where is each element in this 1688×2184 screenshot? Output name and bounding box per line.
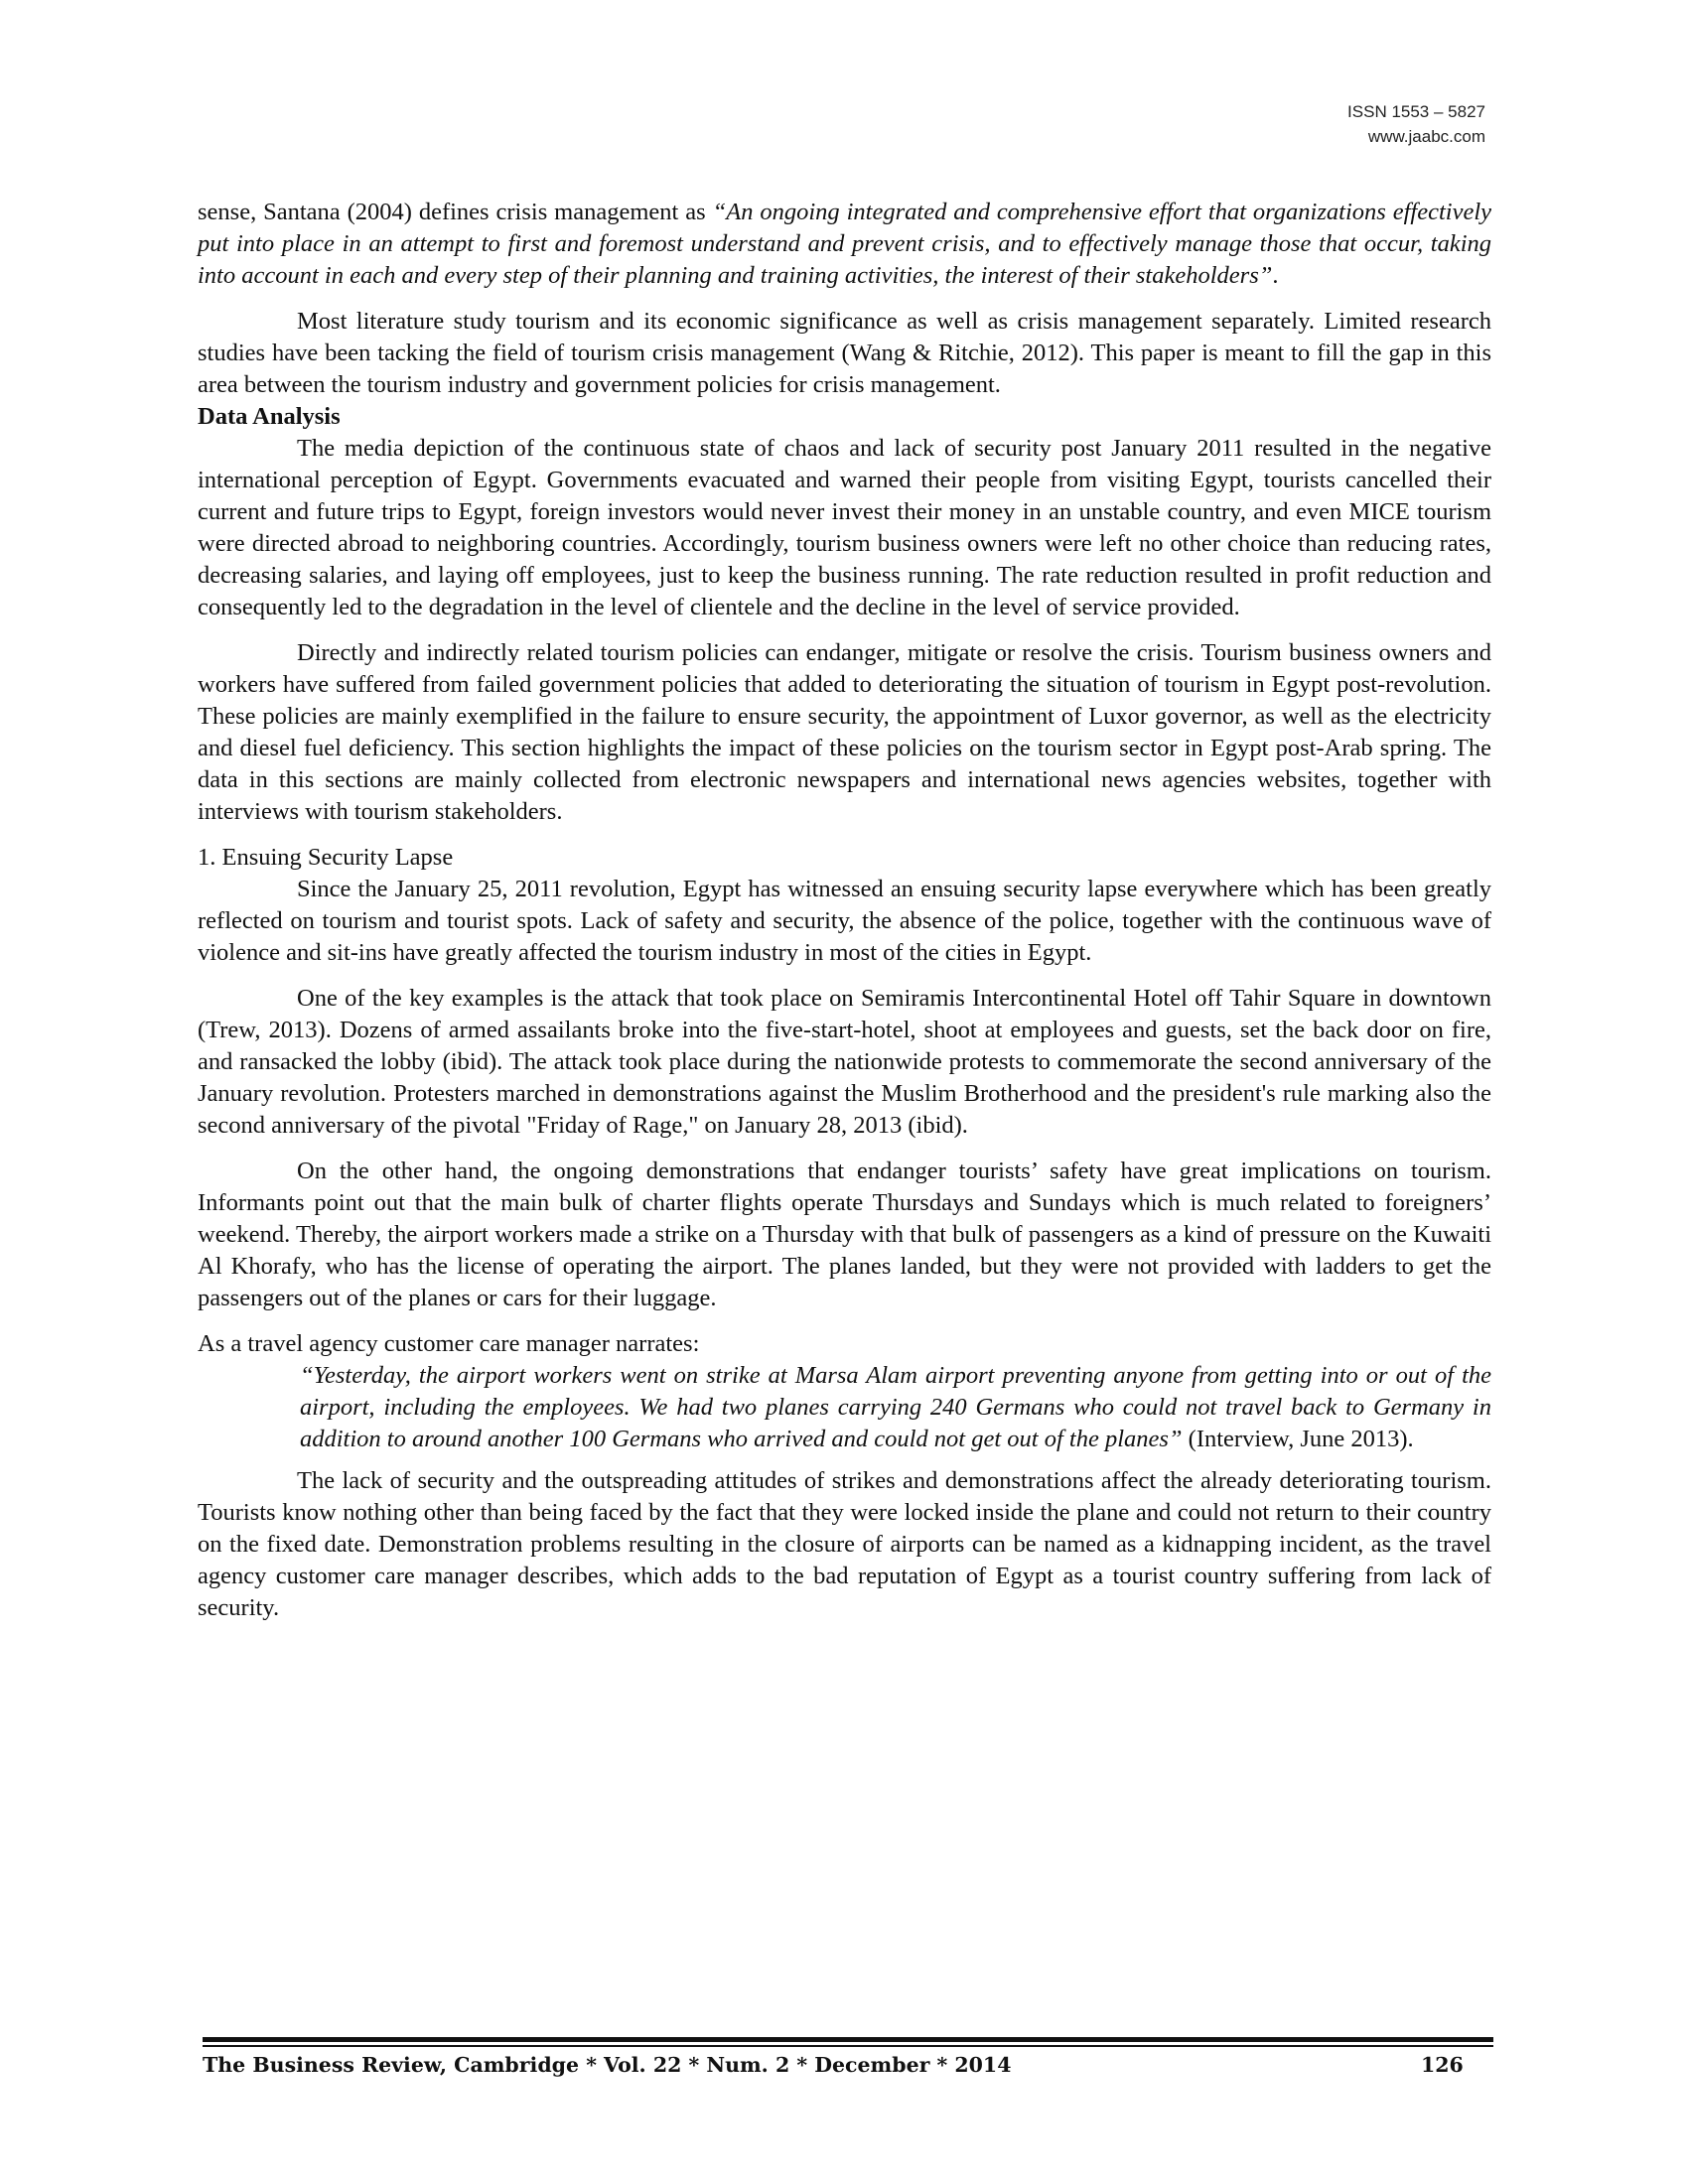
paragraph-security-consequences: The lack of security and the outspreading attitudes of strikes and demonstrations affect the already deteriorating tourism. Tourists know nothing other than being faced by the fact that they were locked inside the plane and could not return to their country on the fixed date. Demonstration problems resulting in the closure of airports can be named as a kidnapping incident, as the travel agency customer care manager describes, which adds to the bad reputation of Egypt as a tourist country suffering from lack of security.	[198, 1467, 1491, 1621]
section-heading-data-analysis: Data Analysis	[198, 403, 341, 430]
issn-number: ISSN 1553 – 5827	[1347, 102, 1485, 121]
page-number: 126	[1421, 2053, 1464, 2077]
paragraph-airport-strike: On the other hand, the ongoing demonstrations that endanger tourists’ safety have great implications on tourism. Informants point out that the main bulk of charter flights operate Thursdays and Sundays which is much related to foreigners’ weekend. Thereby, the airport workers made a strike on a Thursday with that bulk of passengers as a kind of pressure on the Kuwaiti Al Khorafy, who has the license of operating the airport. The planes landed, but they were not provided with ladders to get the passengers out of the planes or cars for their luggage.	[198, 1158, 1491, 1311]
paragraph-tourism-policies: Directly and indirectly related tourism policies can endanger, mitigate or resolve the crisis. Tourism business owners and workers have suffered from failed government policies that added to deteriorating the situation of tourism in Egypt post-revolution. These policies are mainly exemplified in the failure to ensure security, the appointment of Luxor governor, as well as the electricity and diesel fuel deficiency. This section highlights the impact of these policies on the tourism sector in Egypt post-Arab spring. The data in this sections are mainly collected from electronic newspapers and international news agencies websites, together with interviews with tourism stakeholders.	[198, 639, 1491, 825]
block-quote-interview	[198, 1360, 1491, 1455]
paragraph-end-punctuation: .	[1272, 262, 1279, 289]
footer-journal-citation: The Business Review, Cambridge * Vol. 22 * Num. 2 * December * 2014	[203, 2053, 1012, 2077]
interview-citation: (Interview, June 2013).	[1182, 1426, 1414, 1452]
article-body	[198, 197, 1491, 1624]
journal-website: www.jaabc.com	[1367, 127, 1485, 146]
interview-quote-text: “Yesterday, the airport workers went on strike at Marsa Alam airport preventing anyone from getting into or out of the airport, including the employees. We had two planes carrying 240 Germans who could not travel back to Germany in addition to around another 100 Germans who arrived and could not get out of the planes”	[300, 1362, 1491, 1452]
footer-divider-thick	[203, 2037, 1493, 2042]
crisis-definition-quote: “An ongoing integrated and comprehensive effort that organizations effectively put into place in an attempt to first and foremost understand and prevent crisis, and to effectively manage those that occur, taking into account in each and every step of their planning and training activities, the interest of their stakeholders”	[198, 199, 1491, 289]
footer-divider-thin	[203, 2045, 1493, 2047]
paragraph-revolution-security: Since the January 25, 2011 revolution, Egypt has witnessed an ensuing security lapse everywhere which has been greatly reflected on tourism and tourist spots. Lack of safety and security, the absence of the police, together with the continuous wave of violence and sit-ins have greatly affected the tourism industry in most of the cities in Egypt.	[198, 876, 1491, 966]
paragraph-semiramis-attack: One of the key examples is the attack that took place on Semiramis Intercontinental Hotel off Tahir Square in downtown (Trew, 2013). Dozens of armed assailants broke into the five-start-hotel, shoot at employees and guests, set the back door on fire, and ransacked the lobby (ibid). The attack took place during the nationwide protests to commemorate the second anniversary of the January revolution. Protesters marched in demonstrations against the Muslim Brotherhood and the president's rule marking also the second anniversary of the pivotal "Friday of Rage," on January 28, 2013 (ibid).	[198, 985, 1491, 1139]
paragraph-media-depiction: The media depiction of the continuous state of chaos and lack of security post January 2011 resulted in the negative international perception of Egypt. Governments evacuated and warned their people from visiting Egypt, tourists cancelled their current and future trips to Egypt, foreign investors would never invest their money in an unstable country, and even MICE tourism were directed abroad to neighboring countries. Accordingly, tourism business owners were left no other choice than reducing rates, decreasing salaries, and laying off employees, just to keep the business running. The rate reduction resulted in profit reduction and consequently led to the degradation in the level of clientele and the decline in the level of service provided.	[198, 435, 1491, 620]
paragraph-lead-text: sense, Santana (2004) defines crisis management as	[198, 199, 713, 225]
page-header	[1347, 99, 1485, 149]
subheading-security-lapse: 1. Ensuing Security Lapse	[198, 844, 454, 871]
paragraph-santana-definition	[198, 197, 1491, 292]
paragraph-quote-intro: As a travel agency customer care manager narrates:	[198, 1330, 700, 1357]
paragraph-literature-gap: Most literature study tourism and its economic significance as well as crisis management separately. Limited research studies have been tacking the field of tourism crisis management (Wang & Ritchie, 2012). This paper is meant to fill the gap in this area between the tourism industry and government policies for crisis management.	[198, 308, 1491, 398]
